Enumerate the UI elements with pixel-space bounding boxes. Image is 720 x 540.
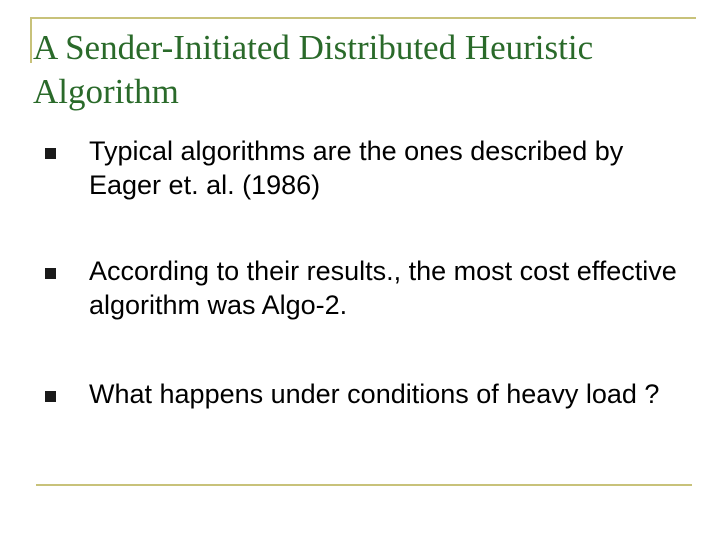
bullet-text: What happens under conditions of heavy load ?: [89, 379, 660, 409]
bullet-text: According to their results., the most cost effective algorithm was Algo-2.: [89, 256, 677, 320]
bullet-text: Typical algorithms are the ones described by Eager et. al. (1986): [89, 136, 624, 200]
bottom-divider: [36, 484, 692, 486]
square-bullet-icon: [45, 148, 56, 159]
square-bullet-icon: [45, 391, 56, 402]
slide-title: A Sender-Initiated Distributed Heuristic Algorithm: [33, 28, 594, 111]
square-bullet-icon: [45, 268, 56, 279]
